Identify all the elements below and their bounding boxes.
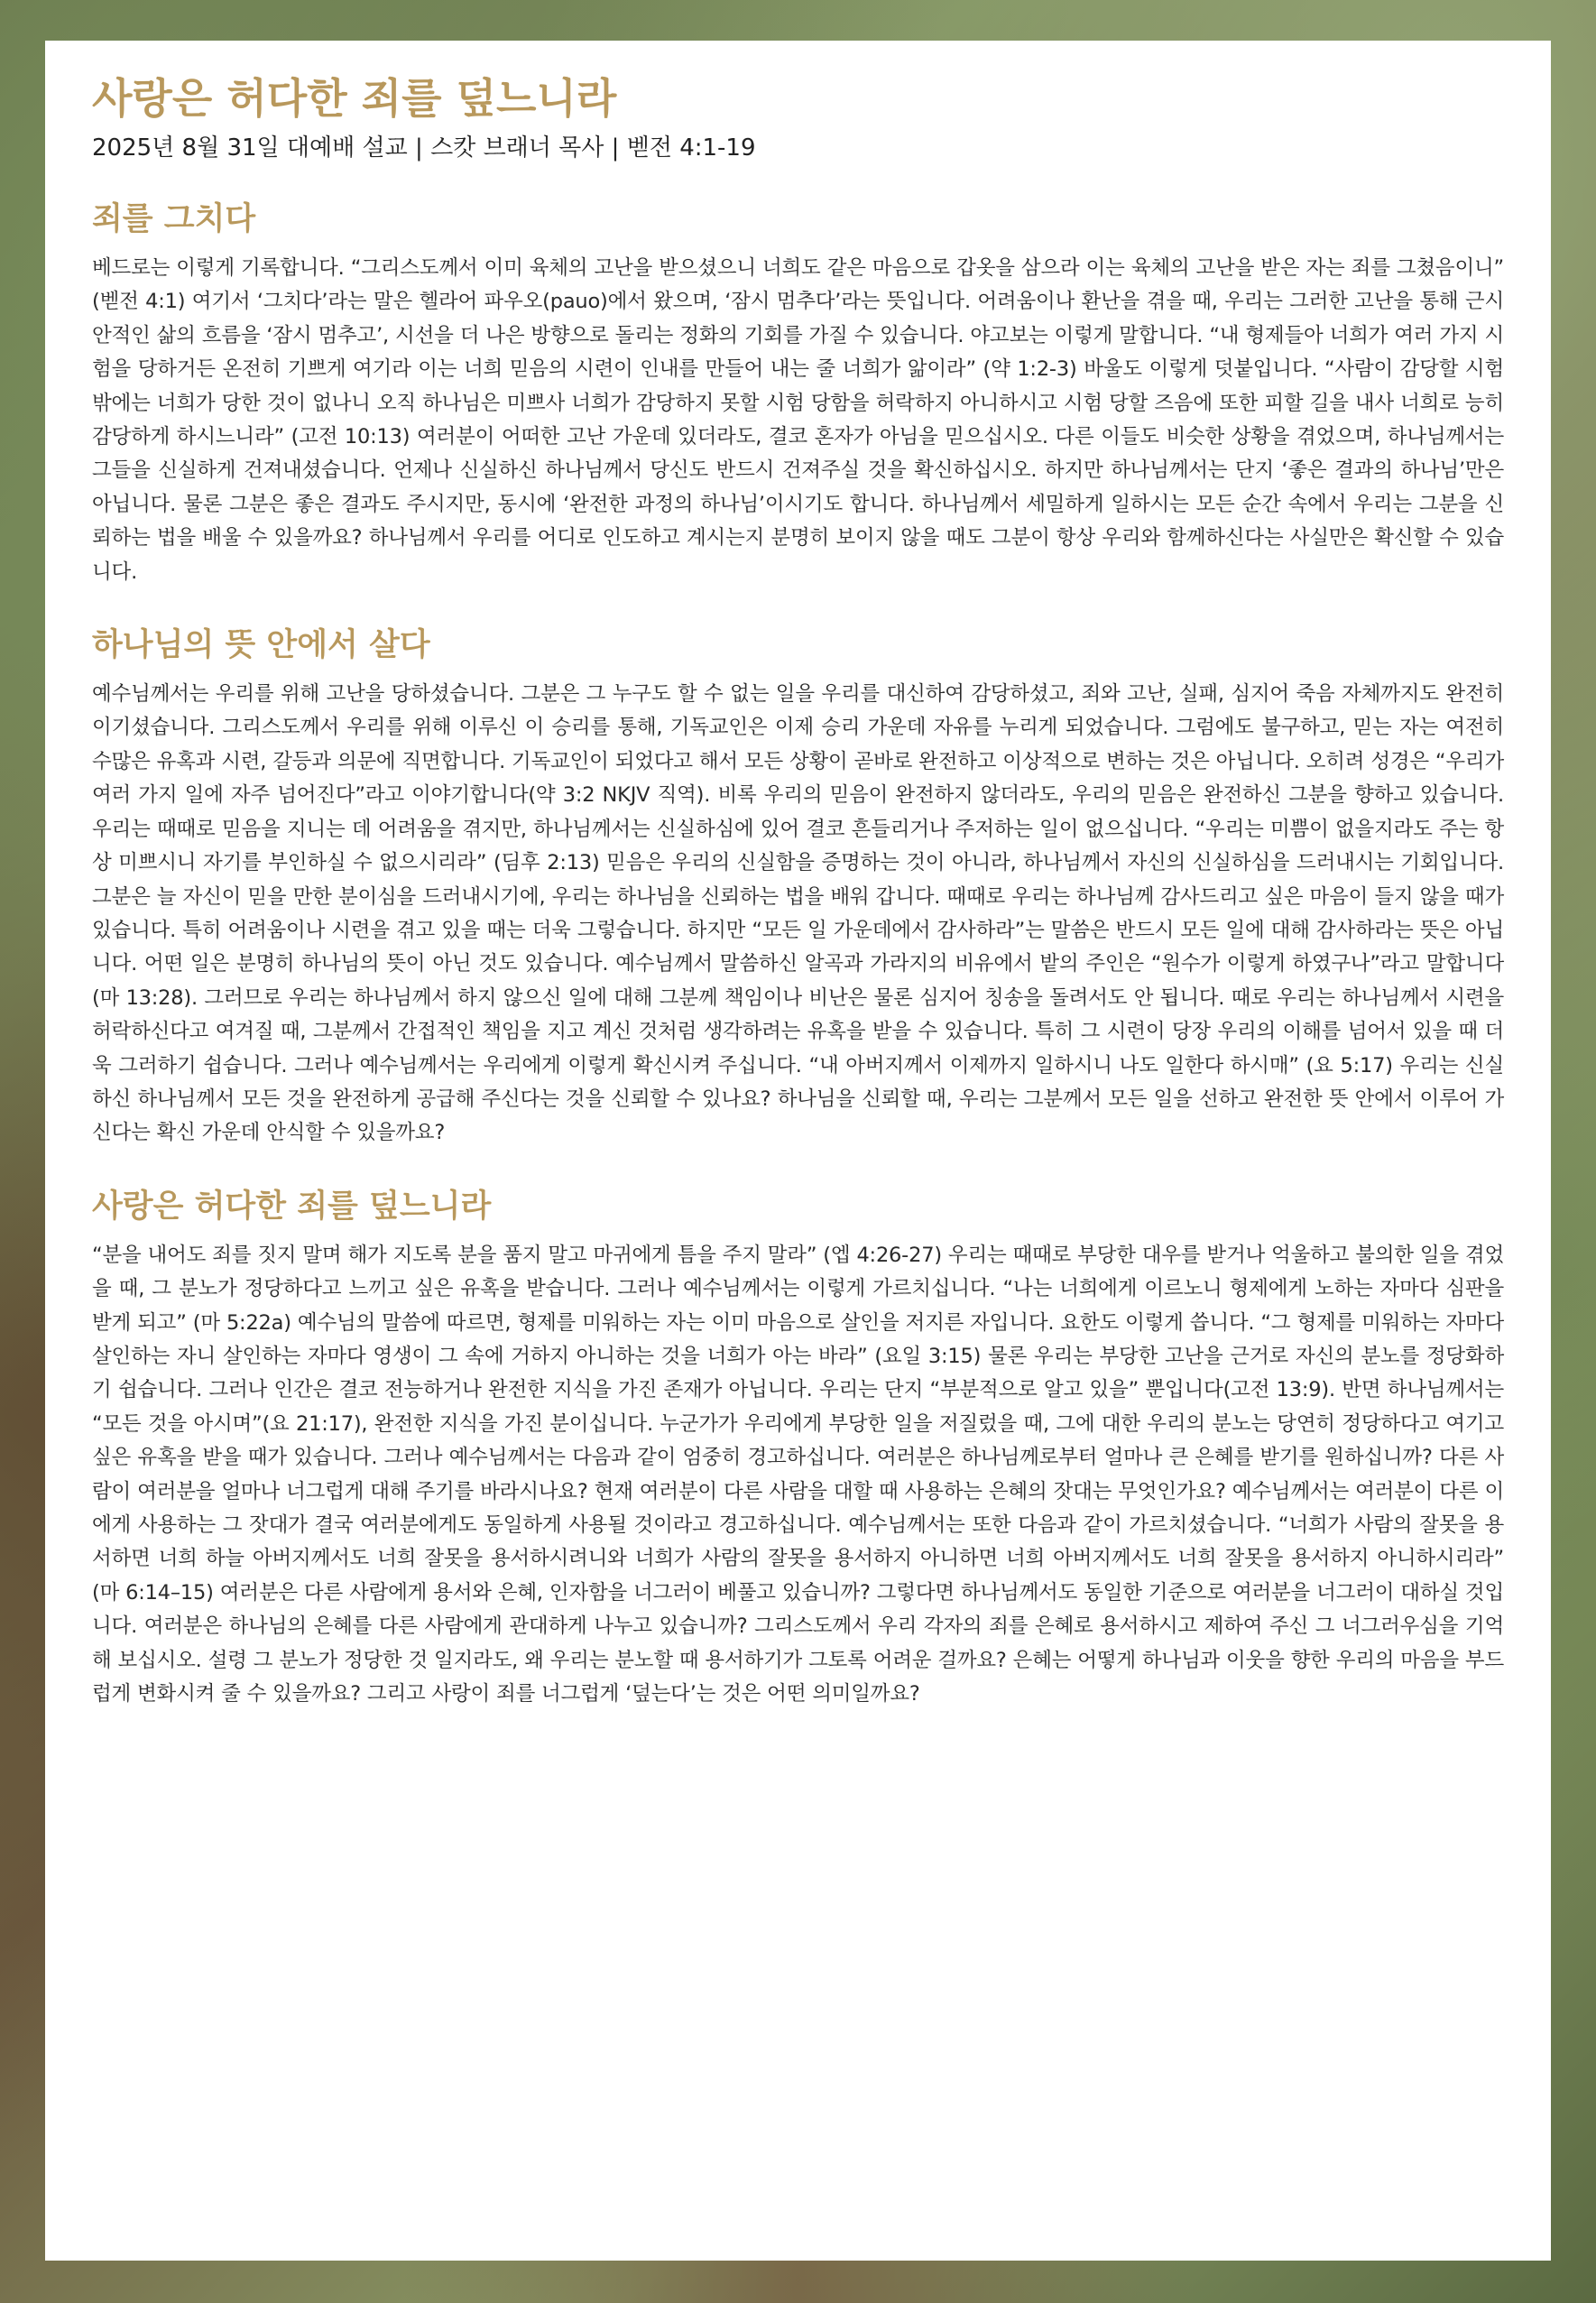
section-body: 예수님께서는 우리를 위해 고난을 당하셨습니다. 그분은 그 누구도 할 수 없는 일을 우리를 대신하여 감당하셨고, 죄와 고난, 실패, 심지어 죽음 자체까지도 완전히 이기셨습니다. 그리스도께서 우리를 위해 이루신 이 승리를 통해, 기독교인은 이제 승리 가운데 자유를 누리게 되었습니다. 그럼에도 불구하고, 믿는 자는 여전히 수많은 유혹과 시련, 갈등과 의문에 직면합니다. 기독교인이 되었다고 해서 모든 상황이 곧바로 완전하고 이상적으로 변하는 것은 아닙니다. 오히려 성경은 “우리가 여러 가지 일에 자주 넘어진다”라고 이야기합니다(약 3:2 NKJV 직역). 비록 우리의 믿음이 완전하지 않더라도, 우리의 믿음은 완전하신 그분을 향하고 있습니다. 우리는 때때로 믿음을 지니는 데 어려움을 겪지만, 하나님께서는 신실하심에 있어 결코 흔들리거나 주저하는 일이 없으십니다. “우리는 미쁨이 없을지라도 주는 항상 미쁘시니 자기를 부인하실 수 없으시리라” (딤후 2:13) 믿음은 우리의 신실함을 증명하는 것이 아니라, 하나님께서 자신의 신실하심을 드러내시는 기회입니다. 그분은 늘 자신이 믿을 만한 분이심을 드러내시기에, 우리는 하나님을 신뢰하는 법을 배워 갑니다. 때때로 우리는 하나님께 감사드리고 싶은 마음이 들지 않을 때가 있습니다. 특히 어려움이나 시련을 겪고 있을 때는 더욱 그렇습니다. 하지만 “모든 일 가운데에서 감사하라”는 말씀은 반드시 모든 일에 대해 감사하라는 뜻은 아닙니다. 어떤 일은 분명히 하나님의 뜻이 아닌 것도 있습니다. 예수님께서 말씀하신 알곡과 가라지의 비유에서 밭의 주인은 “원수가 이렇게 하였구나”라고 말합니다(마 13:28). 그러므로 우리는 하나님께서 하지 않으신 일에 대해 그분께 책임이나 비난은 물론 심지어 칭송을 돌려서도 안 됩니다. 때로 우리는 하나님께서 시련을 허락하신다고 여겨질 때, 그분께서 간접적인 책임을 지고 계신 것처럼 생각하려는 유혹을 받을 수 있습니다. 특히 그 시련이 당장 우리의 이해를 넘어서 있을 때 더욱 그러하기 쉽습니다. 그러나 예수님께서는 우리에게 이렇게 확신시켜 주십니다. “내 아버지께서 이제까지 일하시니 나도 일한다 하시매” (요 5:17) 우리는 신실하신 하나님께서 모든 것을 완전하게 공급해 주신다는 것을 신뢰할 수 있나요? 하나님을 신뢰할 때, 우리는 그분께서 모든 일을 선하고 완전한 뜻 안에서 이루어 가신다는 확신 가운데 안식할 수 있을까요? — [92, 682, 1504, 1145]
section-live-in-gods-will — [92, 625, 1504, 1151]
section-heading: 사랑은 허다한 죄를 덮느니라 — [92, 1188, 492, 1225]
section-heading: 하나님의 뜻 안에서 살다 — [92, 627, 430, 664]
section-heading: 죄를 그치다 — [92, 201, 256, 237]
section-body: “분을 내어도 죄를 짓지 말며 해가 지도록 분을 품지 말고 마귀에게 틈을 주지 말라” (엡 4:26-27) 우리는 때때로 부당한 대우를 받거나 억울하고 불의한 일을 겪었을 때, 그 분노가 정당하다고 느끼고 싶은 유혹을 받습니다. 그러나 예수님께서는 이렇게 가르치십니다. “나는 너희에게 이르노니 형제에게 노하는 자마다 심판을 받게 되고” (마 5:22a) 예수님의 말씀에 따르면, 형제를 미워하는 자는 이미 마음으로 살인을 저지른 자입니다. 요한도 이렇게 씁니다. “그 형제를 미워하는 자마다 살인하는 자니 살인하는 자마다 영생이 그 속에 거하지 아니하는 것을 너희가 아는 바라” (요일 3:15) 물론 우리는 부당한 고난을 근거로 자신의 분노를 정당화하기 쉽습니다. 그러나 인간은 결코 전능하거나 완전한 지식을 가진 존재가 아닙니다. 우리는 단지 “부분적으로 알고 있을” 뿐입니다(고전 13:9). 반면 하나님께서는 “모든 것을 아시며”(요 21:17), 완전한 지식을 가진 분이십니다. 누군가가 우리에게 부당한 일을 저질렀을 때, 그에 대한 우리의 분노는 당연히 정당하다고 여기고 싶은 유혹을 받을 때가 있습니다. 그러나 예수님께서는 다음과 같이 엄중히 경고하십니다. 여러분은 하나님께로부터 얼마나 큰 은혜를 받기를 원하십니까? 다른 사람이 여러분을 얼마나 너그럽게 대해 주기를 바라시나요? 현재 여러분이 다른 사람을 대할 때 사용하는 은혜의 잣대는 무엇인가요? 예수님께서는 여러분이 다른 이에게 사용하는 그 잣대가 결국 여러분에게도 동일하게 사용될 것이라고 경고하십니다. 예수님께서는 또한 다음과 같이 가르치셨습니다. “너희가 사람의 잘못을 용서하면 너희 하늘 아버지께서도 너희 잘못을 용서하시려니와 너희가 사람의 잘못을 용서하지 아니하면 너희 아버지께서도 너희 잘못을 용서하지 아니하시리라” (마 6:14–15) 여러분은 다른 사람에게 용서와 은혜, 인자함을 너그러이 베풀고 있습니까? 그렇다면 하나님께서도 동일한 기준으로 여러분을 너그러이 대하실 것입니다. 여러분은 하나님의 은혜를 다른 사람에게 관대하게 나누고 있습니까? 그리스도께서 우리 각자의 죄를 은혜로 용서하시고 제하여 주신 그 너그러우심을 기억해 보십시오. 설령 그 분노가 정당한 것 일지라도, 왜 우리는 분노할 때 용서하기가 그토록 어려운 걸까요? 은혜는 어떻게 하나님과 이웃을 향한 우리의 마음을 부드럽게 변화시켜 줄 수 있을까요? 그리고 사랑이 죄를 너그럽게 ‘덮는다’는 것은 어떤 의미일까요? — [92, 1243, 1504, 1706]
section-stop-sin — [92, 199, 1504, 589]
sermon-page — [45, 41, 1551, 2261]
section-body: 베드로는 이렇게 기록합니다. “그리스도께서 이미 육체의 고난을 받으셨으니 너희도 같은 마음으로 갑옷을 삼으라 이는 육체의 고난을 받은 자는 죄를 그쳤음이니” (벧전 4:1) 여기서 ‘그치다’라는 말은 헬라어 파우오(pauo)에서 왔으며, ‘잠시 멈추다’라는 뜻입니다. 어려움이나 환난을 겪을 때, 우리는 그러한 고난을 통해 근시안적인 삶의 흐름을 ‘잠시 멈추고’, 시선을 더 나은 방향으로 돌리는 정화의 기회를 가질 수 있습니다. 야고보는 이렇게 말합니다. “내 형제들아 너희가 여러 가지 시험을 당하거든 온전히 기쁘게 여기라 이는 너희 믿음의 시련이 인내를 만들어 내는 줄 너희가 앎이라” (약 1:2-3) 바울도 이렇게 덧붙입니다. “사람이 감당할 시험 밖에는 너희가 당한 것이 없나니 오직 하나님은 미쁘사 너희가 감당하지 못할 시험 당함을 허락하지 아니하시고 시험 당할 즈음에 또한 피할 길을 내사 너희로 능히 감당하게 하시느니라” (고전 10:13) 여러분이 어떠한 고난 가운데 있더라도, 결코 혼자가 아님을 믿으십시오. 다른 이들도 비슷한 상황을 겪었으며, 하나님께서는 그들을 신실하게 건져내셨습니다. 언제나 신실하신 하나님께서 당신도 반드시 건져주실 것을 확신하십시오. 하지만 하나님께서는 단지 ‘좋은 결과의 하나님’만은 아닙니다. 물론 그분은 좋은 결과도 주시지만, 동시에 ‘완전한 과정의 하나님’이시기도 합니다. 하나님께서 세밀하게 일하시는 모든 순간 속에서 우리는 그분을 신뢰하는 법을 배울 수 있을까요? 하나님께서 우리를 어디로 인도하고 계시는지 분명히 보이지 않을 때도 그분이 항상 우리와 함께하신다는 사실만은 확신할 수 있습니다. — [92, 256, 1504, 584]
section-love-covers-sins — [92, 1187, 1504, 1712]
document-title: 사랑은 허다한 죄를 덮느니라 — [92, 74, 617, 123]
document-subtitle: 2025년 8월 31일 대예배 설교 | 스캇 브래너 목사 | 벧전 4:1-19 — [92, 134, 756, 162]
